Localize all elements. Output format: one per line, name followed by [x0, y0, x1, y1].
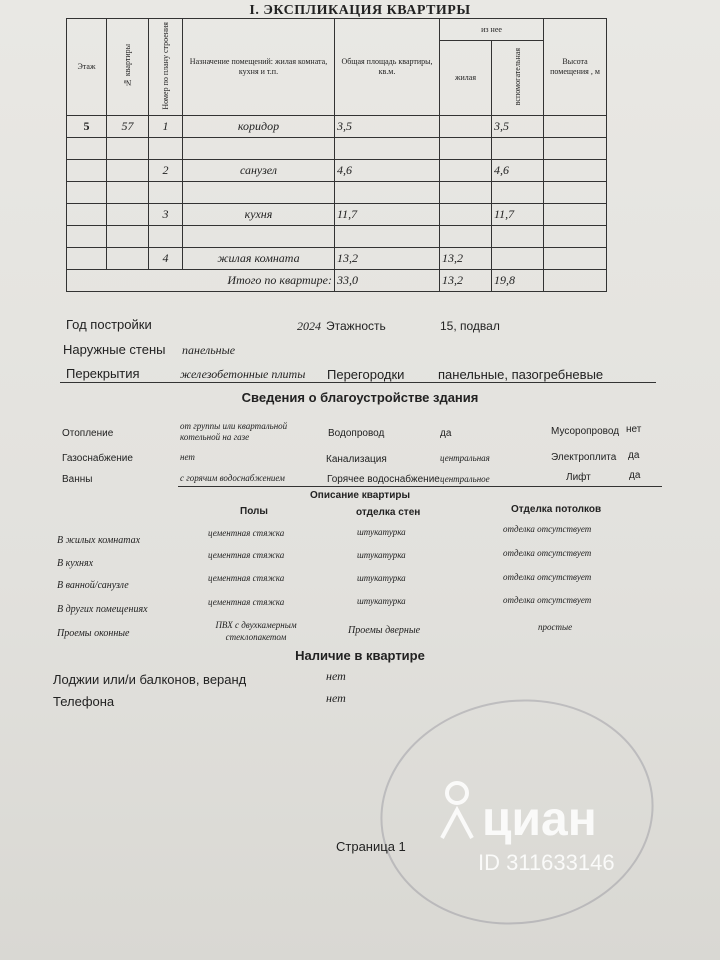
presence-title: Наличие в квартире [295, 648, 425, 663]
water-label: Водопровод [328, 428, 385, 439]
cell-aux: 11,7 [492, 204, 544, 226]
page-number: Страница 1 [336, 839, 406, 854]
sewer-label: Канализация [326, 454, 387, 465]
loggia-label: Лоджии или/и балконов, веранд [53, 672, 247, 687]
slabs-label: Перекрытия [66, 366, 140, 381]
totals-label: Итого по квартире: [67, 270, 335, 292]
desc-row-walls: штукатурка [357, 596, 406, 606]
description-title: Описание квартиры [310, 490, 410, 501]
header-living: жилая [440, 41, 492, 116]
year-value: 2024 [297, 319, 321, 333]
stove-value: да [628, 450, 640, 461]
cell-living [440, 116, 492, 138]
desc-row-floors: цементная стяжка [208, 573, 285, 583]
amenities-title: Сведения о благоустройстве здания [241, 390, 479, 405]
desc-row-walls: штукатурка [357, 573, 406, 583]
doors-value: простые [538, 622, 573, 632]
cell-room-name: коридор [183, 116, 335, 138]
cell-floor: 5 [67, 116, 107, 138]
loggia-value: нет [326, 669, 346, 683]
header-height: Высота помещения , м [544, 19, 607, 116]
desc-row-label: В жилых комнатах [57, 535, 141, 546]
desc-row-ceilings: отделка отсутствует [503, 524, 592, 534]
desc-row-ceilings: отделка отсутствует [503, 548, 592, 558]
year-label: Год постройки [66, 317, 152, 332]
heating-label: Отопление [62, 428, 114, 439]
floors-value: 15, подвал [440, 319, 500, 333]
cell-aux [492, 248, 544, 270]
divider [178, 486, 662, 487]
baths-label: Ванны [62, 474, 93, 485]
col-walls: отделка стен [356, 507, 421, 518]
col-ceilings: Отделка потолков [511, 504, 602, 515]
cell-plan-no: 3 [149, 204, 183, 226]
cell-apt-no: 57 [107, 116, 149, 138]
windows-label: Проемы оконные [57, 628, 130, 639]
desc-row-label: В ванной/санузле [57, 580, 129, 591]
header-apt-no: № квартиры [107, 19, 149, 116]
header-of-which: из нее [440, 19, 544, 41]
header-plan-no: Номер по плану строения [149, 19, 183, 116]
windows-value: ПВХ с двухкамерным стеклопакетом [215, 620, 297, 642]
floors-label: Этажность [326, 319, 386, 333]
watermark-id: ID 311633146 [478, 850, 615, 875]
desc-row-ceilings: отделка отсутствует [503, 572, 592, 582]
document-title: I. ЭКСПЛИКАЦИЯ КВАРТИРЫ [249, 3, 471, 18]
cell-room-name: кухня [183, 204, 335, 226]
header-purpose: Назначение помещений: жилая комната, кухня и т.п. [183, 19, 335, 116]
divider [60, 382, 656, 383]
desc-row-floors: цементная стяжка [208, 597, 285, 607]
phone-value: нет [326, 691, 346, 705]
cell-room-name: жилая комната [183, 248, 335, 270]
cell-total: 11,7 [335, 204, 440, 226]
desc-row-label: В кухнях [57, 558, 94, 569]
cell-living [440, 160, 492, 182]
heating-value: от группы или квартальной котельной на газе [180, 421, 288, 442]
walls-label: Наружные стены [63, 342, 166, 357]
gas-value: нет [180, 452, 195, 462]
col-floors: Полы [240, 506, 268, 517]
slabs-value: железобетонные плиты [180, 367, 306, 381]
stove-label: Электроплита [551, 452, 617, 463]
cell-height [544, 116, 607, 138]
cell-total: 3,5 [335, 116, 440, 138]
gas-label: Газоснабжение [62, 453, 133, 464]
garbage-value: нет [626, 424, 642, 435]
garbage-label: Мусоропровод [551, 426, 620, 437]
desc-row-label: В других помещениях [57, 604, 148, 615]
cell-plan-no: 1 [149, 116, 183, 138]
cell-living [440, 204, 492, 226]
hotwater-label: Горячее водоснабжение [327, 474, 440, 485]
header-floor: Этаж [67, 19, 107, 116]
cell-plan-no: 4 [149, 248, 183, 270]
hotwater-value: центральное [440, 474, 490, 484]
partitions-value: панельные, пазогребневые [438, 367, 604, 382]
desc-row-walls: штукатурка [357, 527, 406, 537]
baths-value: с горячим водоснабжением [180, 473, 285, 483]
location-pin-icon [438, 780, 476, 840]
doors-label: Проемы дверные [348, 625, 421, 636]
partitions-label: Перегородки [327, 367, 405, 382]
lift-label: Лифт [566, 472, 591, 483]
header-auxiliary: вспомогательная [492, 41, 544, 116]
sewer-value: центральная [440, 453, 490, 463]
lift-value: да [629, 470, 641, 481]
desc-row-ceilings: отделка отсутствует [503, 595, 592, 605]
cell-plan-no: 2 [149, 160, 183, 182]
cell-total: 4,6 [335, 160, 440, 182]
cell-room-name: санузел [183, 160, 335, 182]
cell-living: 13,2 [440, 248, 492, 270]
explication-table [66, 18, 607, 292]
desc-row-walls: штукатурка [357, 550, 406, 560]
watermark-brand: циан [482, 793, 597, 846]
cell-aux: 3,5 [492, 116, 544, 138]
desc-row-floors: цементная стяжка [208, 528, 285, 538]
totals-total: 33,0 [335, 270, 440, 292]
cell-aux: 4,6 [492, 160, 544, 182]
walls-value: панельные [182, 343, 236, 357]
water-value: да [440, 428, 452, 439]
totals-living: 13,2 [440, 270, 492, 292]
desc-row-floors: цементная стяжка [208, 550, 285, 560]
phone-label: Телефона [53, 694, 115, 709]
totals-aux: 19,8 [492, 270, 544, 292]
header-total-area: Общая площадь квартиры, кв.м. [335, 19, 440, 116]
cell-total: 13,2 [335, 248, 440, 270]
